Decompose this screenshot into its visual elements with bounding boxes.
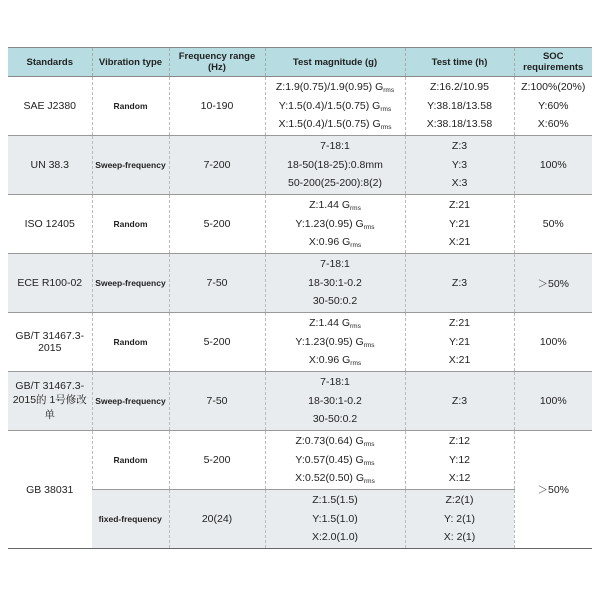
magnitude-cell-line	[268, 233, 403, 252]
magnitude-cell	[265, 195, 405, 254]
time-cell-line	[408, 351, 512, 370]
time-cell-text: X: 2(1)	[443, 531, 476, 544]
time-cell-text: Z:21	[448, 199, 470, 212]
time-cell	[405, 313, 514, 372]
magnitude-cell-text: X:1.5(0.4)/1.5(0.75) G	[278, 118, 381, 131]
magnitude-cell-text: 7-18:1	[320, 258, 350, 271]
frequency-cell: 7-50	[169, 372, 265, 431]
magnitude-cell-text: Y:1.5(1.0)	[312, 512, 358, 525]
soc-cell-text: Z:100%(20%)	[521, 81, 586, 94]
magnitude-cell-text: Z:0.73(0.64) G	[295, 435, 364, 448]
vibration-type-cell: Sweep-frequency	[92, 136, 169, 195]
magnitude-cell-text: 18-50(18-25):0.8mm	[287, 158, 383, 171]
time-cell-line	[408, 233, 512, 252]
time-cell	[405, 431, 514, 490]
magnitude-cell-line	[268, 174, 403, 193]
table-row	[8, 313, 592, 372]
magnitude-cell-line	[268, 196, 403, 215]
table-row	[8, 136, 592, 195]
soc-cell-line	[517, 78, 591, 97]
magnitude-cell-text: 50-200(25-200):8(2)	[288, 177, 382, 190]
header-standards: Standards	[8, 48, 92, 77]
soc-cell-line	[517, 97, 591, 116]
magnitude-cell-line	[268, 255, 403, 274]
magnitude-cell-text: Y:1.23(0.95) G	[295, 217, 364, 230]
table-row	[8, 77, 592, 136]
standard-cell: GB 38031	[8, 431, 92, 549]
rms-subscript: rms	[364, 478, 375, 486]
magnitude-cell	[265, 490, 405, 549]
standard-cell: ECE R100-02	[8, 254, 92, 313]
time-cell-line	[408, 137, 512, 156]
time-cell-line	[408, 432, 512, 451]
magnitude-cell-line	[268, 78, 403, 97]
table-row	[8, 195, 592, 254]
time-cell-line	[408, 469, 512, 488]
time-cell-text: Y: 2(1)	[444, 512, 475, 525]
rms-subscript: rms	[350, 205, 361, 213]
time-cell-text: Y:21	[448, 335, 471, 348]
time-cell-text: Z:21	[448, 317, 470, 330]
vibration-type-cell: fixed-frequency	[92, 490, 169, 549]
time-cell-text: Z:2(1)	[445, 494, 474, 507]
frequency-cell: 10-190	[169, 77, 265, 136]
time-cell-text: Y:38.18/13.58	[427, 99, 492, 112]
soc-cell-text: X:60%	[537, 118, 569, 131]
vibration-type-cell: Random	[92, 77, 169, 136]
magnitude-cell-text: Z:1.5(1.5)	[312, 494, 358, 507]
frequency-cell: 5-200	[169, 313, 265, 372]
standard-cell: SAE J2380	[8, 77, 92, 136]
rms-subscript: rms	[380, 105, 392, 113]
magnitude-cell-line	[268, 373, 403, 392]
rms-subscript: rms	[363, 223, 375, 231]
magnitude-cell-text: 30-50:0.2	[312, 295, 358, 308]
time-cell	[405, 490, 514, 549]
magnitude-cell-line	[268, 351, 403, 370]
magnitude-cell-line	[268, 510, 403, 529]
magnitude-cell-line	[268, 528, 403, 547]
magnitude-cell-line	[268, 410, 403, 429]
magnitude-cell-text: X:0.96 G	[308, 354, 351, 367]
magnitude-cell-line	[268, 137, 403, 156]
magnitude-cell-line	[268, 491, 403, 510]
rms-subscript: rms	[380, 124, 392, 132]
magnitude-cell	[265, 77, 405, 136]
frequency-cell: 20(24)	[169, 490, 265, 549]
time-cell-text: Z:12	[448, 435, 470, 448]
time-cell-text: Y:12	[448, 453, 471, 466]
magnitude-cell-line	[268, 392, 403, 411]
magnitude-cell	[265, 136, 405, 195]
time-cell-line	[408, 215, 512, 234]
header-row	[8, 48, 592, 77]
magnitude-cell-text: Z:1.9(0.75)/1.9(0.95) G	[275, 81, 384, 94]
time-cell-line	[408, 510, 512, 529]
magnitude-cell-line	[268, 432, 403, 451]
time-cell-text: X:21	[448, 236, 471, 249]
time-cell-line	[408, 491, 512, 510]
time-cell-line	[408, 314, 512, 333]
vibration-standards-table	[8, 47, 592, 549]
magnitude-cell-text: 18-30:1-0.2	[308, 394, 362, 407]
magnitude-cell-line	[268, 451, 403, 470]
standard-cell: GB/T 31467.3-2015的 1号修改单	[8, 372, 92, 431]
vibration-type-cell: Random	[92, 195, 169, 254]
magnitude-cell-text: 7-18:1	[320, 376, 350, 389]
time-cell-line	[408, 156, 512, 175]
header-soc-requirements: SOC requirements	[514, 48, 592, 77]
rms-subscript: rms	[363, 441, 375, 449]
soc-cell: 100%	[514, 313, 592, 372]
magnitude-cell-line	[268, 97, 403, 116]
rms-subscript: rms	[363, 459, 375, 467]
header-test-magnitude: Test magnitude (g)	[265, 48, 405, 77]
vibration-type-cell: Sweep-frequency	[92, 372, 169, 431]
magnitude-cell-text: Y:0.57(0.45) G	[295, 453, 364, 466]
header-test-time: Test time (h)	[405, 48, 514, 77]
magnitude-cell-line	[268, 469, 403, 488]
header-vibration-type: Vibration type	[92, 48, 169, 77]
vibration-type-cell: Random	[92, 313, 169, 372]
soc-cell: 100%	[514, 136, 592, 195]
magnitude-cell-line	[268, 156, 403, 175]
time-cell-text: X:21	[448, 354, 471, 367]
time-cell-line	[408, 333, 512, 352]
time-cell-line	[408, 196, 512, 215]
table-row	[8, 431, 592, 490]
frequency-cell: 7-200	[169, 136, 265, 195]
header-frequency-range: Frequency range (Hz)	[169, 48, 265, 77]
rms-subscript: rms	[350, 360, 362, 368]
time-cell-line	[408, 97, 512, 116]
time-cell	[405, 136, 514, 195]
magnitude-cell-line	[268, 274, 403, 293]
magnitude-cell-text: Z:1.44 G	[309, 317, 350, 330]
soc-cell-text: Y:60%	[538, 99, 569, 112]
time-cell-text: X:12	[448, 472, 471, 485]
magnitude-cell-text: X:0.96 G	[308, 236, 351, 249]
time-cell	[405, 77, 514, 136]
time-cell: Z:3	[405, 372, 514, 431]
time-cell-line	[408, 528, 512, 547]
table-row	[8, 372, 592, 431]
time-cell	[405, 195, 514, 254]
soc-cell	[514, 77, 592, 136]
soc-cell: 100%	[514, 372, 592, 431]
magnitude-cell-line	[268, 115, 403, 134]
magnitude-cell-line	[268, 333, 403, 352]
time-cell-line	[408, 78, 512, 97]
time-cell-text: X:38.18/13.58	[426, 118, 493, 131]
rms-subscript: rms	[383, 87, 395, 95]
time-cell-line	[408, 451, 512, 470]
magnitude-cell-line	[268, 314, 403, 333]
rms-subscript: rms	[350, 242, 362, 250]
soc-cell: ＞50%	[514, 254, 592, 313]
time-cell-text: Y:3	[451, 158, 468, 171]
frequency-cell: 7-50	[169, 254, 265, 313]
time-cell-text: Z:16.2/10.95	[430, 81, 489, 94]
magnitude-cell-text: 30-50:0.2	[312, 413, 358, 426]
magnitude-cell-line	[268, 292, 403, 311]
magnitude-cell-text: Z:1.44 G	[309, 199, 350, 212]
magnitude-cell	[265, 254, 405, 313]
magnitude-cell	[265, 372, 405, 431]
magnitude-cell-text: 18-30:1-0.2	[308, 276, 362, 289]
time-cell: Z:3	[405, 254, 514, 313]
standard-cell: UN 38.3	[8, 136, 92, 195]
time-cell-line	[408, 115, 512, 134]
time-cell-line	[408, 174, 512, 193]
frequency-cell: 5-200	[169, 195, 265, 254]
standard-cell: GB/T 31467.3-2015	[8, 313, 92, 372]
magnitude-cell-text: 7-18:1	[320, 140, 350, 153]
rms-subscript: rms	[363, 341, 375, 349]
magnitude-cell-text: X:2.0(1.0)	[311, 531, 359, 544]
magnitude-cell-text: Y:1.5(0.4)/1.5(0.75) G	[278, 99, 381, 112]
vibration-type-cell: Sweep-frequency	[92, 254, 169, 313]
standard-cell: ISO 12405	[8, 195, 92, 254]
time-cell-text: Y:21	[448, 217, 471, 230]
magnitude-cell-line	[268, 215, 403, 234]
time-cell-text: X:3	[451, 177, 468, 190]
magnitude-cell-text: X:0.52(0.50) G	[295, 472, 365, 485]
vibration-type-cell: Random	[92, 431, 169, 490]
magnitude-cell	[265, 431, 405, 490]
soc-cell: 50%	[514, 195, 592, 254]
frequency-cell: 5-200	[169, 431, 265, 490]
table-row	[8, 254, 592, 313]
table-row	[8, 490, 592, 549]
soc-cell-line	[517, 115, 591, 134]
magnitude-cell	[265, 313, 405, 372]
soc-cell: ＞50%	[514, 431, 592, 549]
rms-subscript: rms	[350, 323, 361, 331]
magnitude-cell-text: Y:1.23(0.95) G	[295, 335, 364, 348]
time-cell-text: Z:3	[451, 140, 468, 153]
